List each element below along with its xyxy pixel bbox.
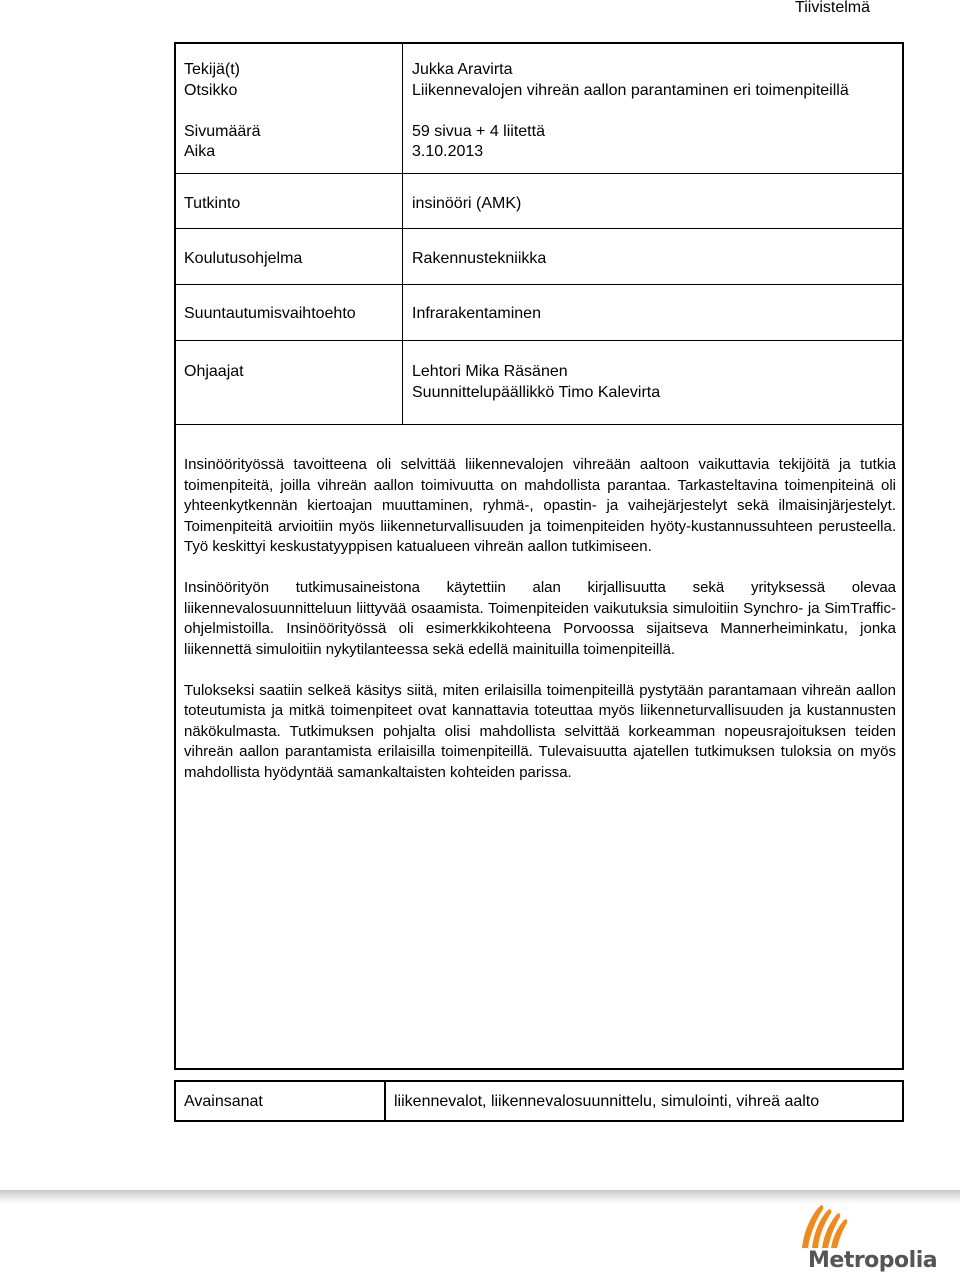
abstract-paragraph-3: Tulokseksi saatiin selkeä käsitys siitä, miten erilaisilla toimenpiteillä pystytään parantamaan vihreän aallon toteutumista ja mitkä toimenpiteet ovat kannattavia toteuttaa myös liikenneturvallisuuden ja kustannusten näkökulmasta. Tutkimuksen pohjalta olisi mahdollista selvittää korkeamman nopeusrajoituksen teiden vihreän aallon parantamista erilaisilla toimenpiteillä. Tulevaisuutta ajatellen tutkimuksen tuloksia on myös mahdollista hyödyntää samankaltaisten kohteiden parissa.: [184, 681, 896, 781]
programme-value: Rakennustekniikka: [412, 250, 547, 267]
table-row-specialisation: [176, 285, 902, 341]
date-label: Aika: [184, 143, 216, 160]
abstract-paragraph-2: Insinöörityön tutkimusaineistona käytettiin alan kirjallisuutta sekä yrityksessä olevaa liikennevalosuunnitteluun liittyvää osaamista. Toimenpiteiden vaikutuksia simuloitiin Synchro- ja SimTraffic-ohjelmistoilla. Insinöörityössä oli esimerkkikohteena Porvoossa sijaitseva Mannerheiminkatu, jonka liikennettä simuloitiin nykytilanteessa sekä edellä mainituilla toimenpiteillä.: [184, 579, 896, 658]
keywords-table: [174, 1080, 904, 1122]
keywords-divider: [384, 1082, 386, 1120]
supervisor-2: Suunnittelupäällikkö Timo Kalevirta: [412, 383, 661, 401]
abstract-body: [184, 455, 896, 804]
programme-label: Koulutusohjelma: [184, 250, 303, 267]
author-value: Jukka Aravirta: [412, 61, 513, 78]
table-row-basic-info: [176, 44, 902, 174]
title-label: Otsikko: [184, 81, 238, 99]
pages-value: 59 sivua + 4 liitettä: [412, 122, 545, 140]
specialisation-label: Suuntautumisvaihtoehto: [184, 305, 356, 322]
degree-value: insinööri (AMK): [412, 195, 522, 212]
table-row-degree: [176, 173, 902, 229]
pages-label: Sivumäärä: [184, 122, 261, 140]
table-row-supervisors: [176, 341, 902, 425]
metropolia-logo-text: Metropolia: [808, 1248, 938, 1273]
supervisor-1: Lehtori Mika Räsänen: [412, 363, 568, 380]
abstract-info-table: [174, 42, 904, 1070]
specialisation-value: Infrarakentaminen: [412, 305, 541, 322]
abstract-paragraph-1: Insinöörityössä tavoitteena oli selvittää liikennevalojen vihreään aaltoon vaikuttavia tekijöitä ja tutkia toimenpiteitä, joilla vihreän aallon toimivuutta on mahdollista parantaa. Tarkasteltavina toimenpiteinä oli yhteenkytkennän kiertoajan muuttaminen, ryhmä-, opastin- ja vaihejärjestelyt sekä ilmaisinjärjestelyt. Toimenpiteitä arvioitiin myös liikenneturvallisuuden ja toimenpiteiden hyöty-kustannussuhteen perusteella. Työ keskittyi keskustatyyppisen katualueen vihreän aallon tutkimiseen.: [184, 456, 896, 555]
supervisors-label: Ohjaajat: [184, 363, 244, 380]
title-value: Liikennevalojen vihreän aallon parantaminen eri toimenpiteillä: [412, 81, 849, 99]
degree-label: Tutkinto: [184, 195, 241, 212]
keywords-label: Avainsanat: [184, 1093, 263, 1110]
date-value: 3.10.2013: [412, 143, 484, 160]
keywords-value: liikennevalot, liikennevalosuunnittelu, simulointi, vihreä aalto: [394, 1093, 820, 1110]
page-header-title: Tiivistelmä: [795, 0, 870, 16]
table-row-programme: [176, 229, 902, 285]
author-label: Tekijä(t): [184, 61, 241, 78]
